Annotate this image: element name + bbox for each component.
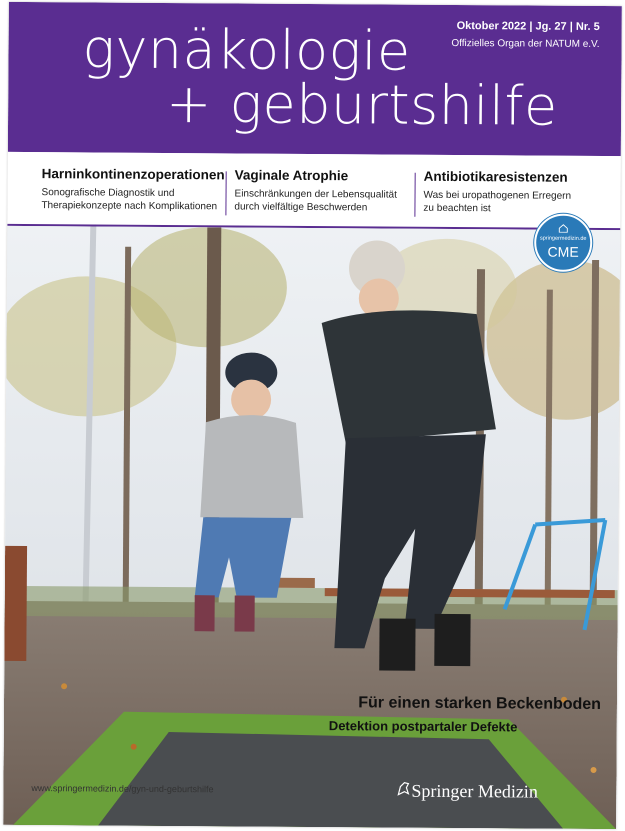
cme-label: CME: [547, 243, 579, 260]
topic-2[interactable]: [234, 167, 397, 214]
topic-title: Harninkontinenzoperationen: [41, 166, 225, 183]
topic-3[interactable]: [423, 169, 571, 216]
magazine-cover: [3, 2, 622, 829]
topic-title: Antibiotikaresistenzen: [423, 168, 568, 185]
cme-badge[interactable]: [534, 214, 592, 272]
issue-info: Oktober 2022 | Jg. 27 | Nr. 5: [456, 19, 600, 33]
topic-teaser-line2: Therapiekonzepte nach Komplikationen: [41, 200, 218, 213]
park-scene-illustration: [3, 226, 620, 829]
springer-horse-icon: [395, 779, 411, 797]
topic-1[interactable]: [41, 166, 224, 213]
topic-teaser-line1: Einschränkungen der Lebensqualität: [234, 188, 397, 201]
topic-teaser-line2: durch vielfältige Beschwerden: [234, 201, 368, 214]
publisher-logo: Springer Medizin: [411, 780, 538, 802]
topic-teaser-line1: Sonografische Diagnostik und: [41, 187, 175, 200]
journal-title-line1: gynäkologie: [82, 17, 412, 83]
cme-url: springermedizin.de: [539, 235, 587, 242]
topic-divider: [225, 171, 226, 215]
house-icon: [558, 224, 568, 233]
topic-bar: [7, 152, 621, 230]
footer-url[interactable]: www.springermedizin.de/gyn-und-geburtshilfe: [31, 783, 214, 795]
cover-story-subline: Detektion postpartaler Defekte: [328, 718, 518, 735]
journal-title-line2: + geburtshilfe: [165, 71, 558, 138]
topic-title: Vaginale Atrophie: [234, 167, 349, 184]
official-organ: Offizielles Organ der NATUM e.V.: [451, 37, 600, 50]
cover-story-headline[interactable]: Für einen starken Beckenboden: [358, 694, 602, 714]
masthead: [8, 2, 622, 156]
cover-photo: [3, 226, 620, 829]
topic-teaser-line2: zu beachten ist: [423, 202, 491, 215]
topic-teaser-line1: Was bei uropathogenen Erregern: [423, 189, 572, 202]
topic-divider: [414, 173, 415, 217]
